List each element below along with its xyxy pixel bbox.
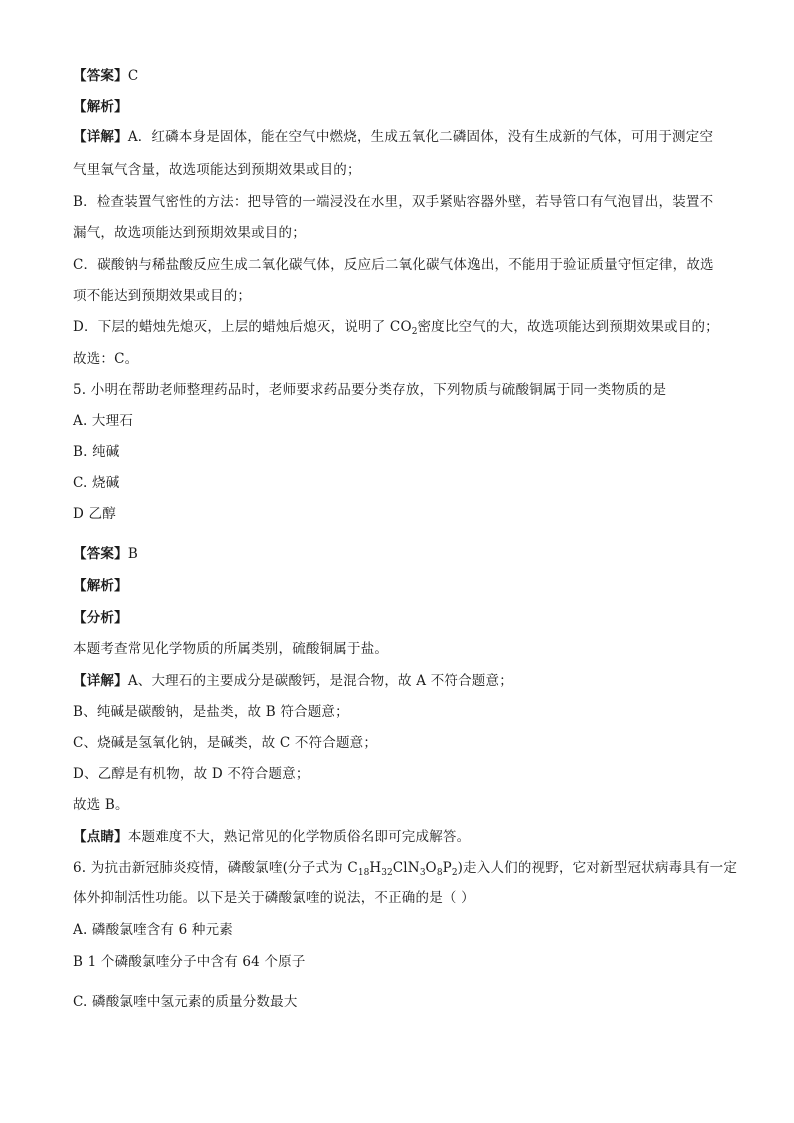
q5-question: 5. 小明在帮助老师整理药品时，老师要求药品要分类存放，下列物质与硫酸铜属于同一类物质的是	[73, 382, 667, 398]
q5-analysis-sub-label: 【分析】	[73, 610, 128, 626]
q6-option-c: C. 磷酸氯喹中氢元素的质量分数最大	[73, 994, 298, 1010]
q5-option-d: D 乙醇	[73, 506, 116, 522]
q5-option-a: A. 大理石	[73, 413, 134, 429]
q5-analysis-label: 【解析】	[73, 578, 128, 594]
answer-value: B	[127, 546, 138, 562]
q5-detail-line-3: C、烧碱是氢氧化钠，是碱类，故 C 不符合题意；	[73, 735, 378, 751]
q5-answer-line	[73, 545, 138, 563]
q4-answer-line	[73, 67, 138, 85]
q5-option-c: C. 烧碱	[73, 475, 120, 491]
q4-detail-line-3: B．检查装置气密性的方法：把导管的一端浸没在水里，双手紧贴容器外壁，若导管口有气泡冒出，装置不	[73, 194, 714, 210]
q6-question-line-1: 6. 为抗击新冠肺炎疫情，磷酸氯喹(分子式为 $C_{18}H_{32}ClN_3O_8P_2$)走入人们的视野，它对新型冠状病毒具有一定	[73, 860, 738, 878]
q4-detail-line-1: 【详解】A．红磷本身是固体，能在空气中燃烧，生成五氧化二磷固体，没有生成新的气体，可用于测定空	[73, 129, 714, 145]
q5-analysis-text: 本题考查常见化学物质的所属类别，硫酸铜属于盐。	[73, 641, 389, 657]
q5-detail-line-5: 故选 B。	[73, 797, 129, 813]
answer-label: 【答案】	[73, 68, 128, 84]
q4-analysis-label: 【解析】	[73, 99, 128, 115]
q5-comment: 【点睛】本题难度不大，熟记常见的化学物质俗名即可完成解答。	[73, 829, 471, 845]
q4-detail-line-6: 项不能达到预期效果或目的；	[73, 288, 252, 304]
q6-option-a: A. 磷酸氯喹含有 6 种元素	[73, 922, 234, 938]
comment-label: 【点睛】	[73, 829, 128, 845]
answer-label: 【答案】	[73, 546, 128, 562]
q5-option-b: B. 纯碱	[73, 444, 120, 460]
detail-label: 【详解】	[73, 673, 128, 689]
q4-detail-line-2: 气里氧气含量，故选项能达到预期效果或目的；	[73, 162, 361, 178]
q5-detail-line-2: B、纯碱是碳酸钠，是盐类，故 B 符合题意；	[73, 704, 349, 720]
q4-detail-line-4: 漏气，故选项能达到预期效果或目的；	[73, 225, 306, 241]
answer-value: C	[127, 68, 139, 84]
q6-option-b: B 1 个磷酸氯喹分子中含有 64 个原子	[73, 954, 306, 970]
q5-detail-line-1: 【详解】A、大理石的主要成分是碳酸钙，是混合物，故 A 不符合题意；	[73, 673, 513, 689]
detail-label: 【详解】	[73, 129, 128, 145]
q6-question-line-2: 体外抑制活性功能。以下是关于磷酸氯喹的说法，不正确的是（ ）	[73, 890, 475, 906]
q4-conclusion: 故选：C。	[73, 351, 139, 367]
q4-detail-line-5: C．碳酸钠与稀盐酸反应生成二氧化碳气体，反应后二氧化碳气体逸出，不能用于验证质量守恒定律，故选	[73, 257, 714, 273]
q5-detail-line-4: D、乙醇是有机物，故 D 不符合题意；	[73, 766, 310, 782]
q4-detail-line-d: D．下层的蜡烛先熄灭，上层的蜡烛后熄灭，说明了 $CO_2$密度比空气的大，故选项能达到预期效果或目的；	[73, 319, 719, 337]
